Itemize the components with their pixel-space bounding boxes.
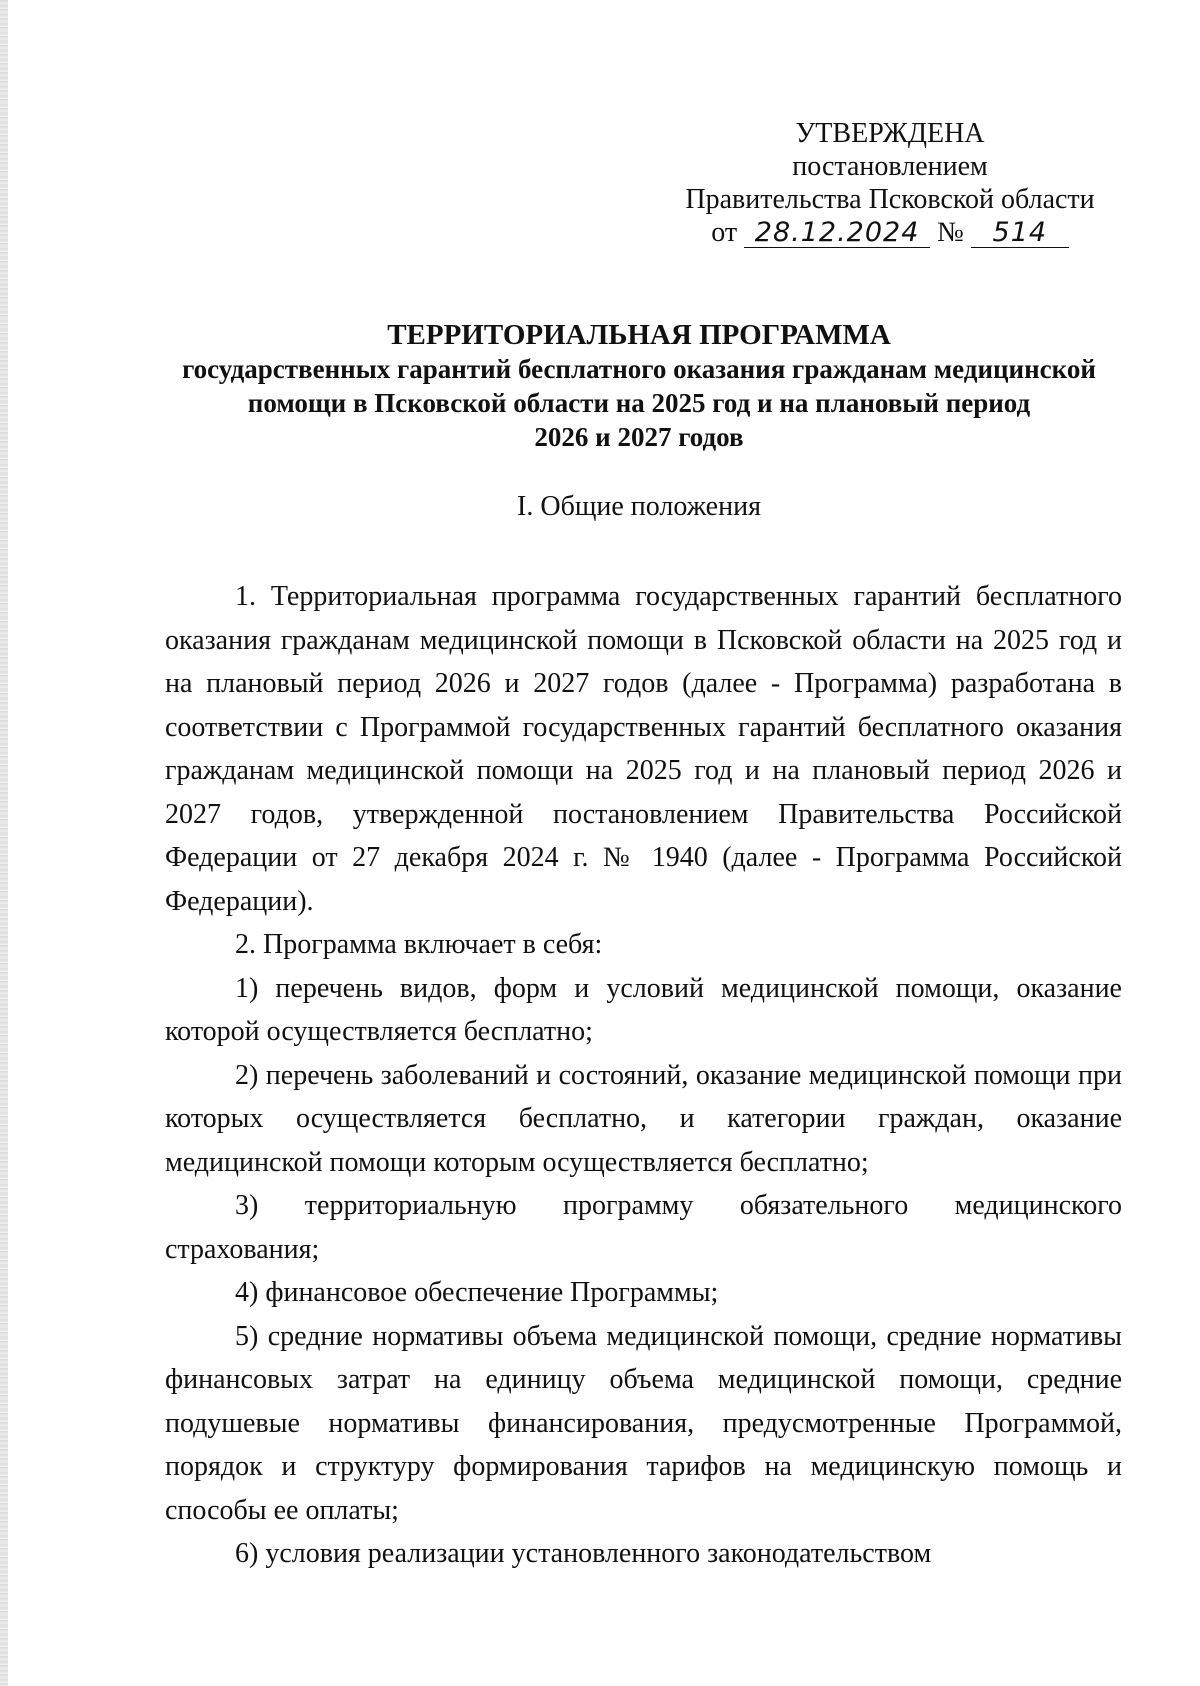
paragraph: 3) территориальную программу обязательного медицинского страхования; — [165, 1190, 1122, 1265]
document-title — [155, 318, 1123, 454]
approval-resolution-label: постановлением — [792, 151, 988, 182]
approval-title: УТВЕРЖДЕНА — [795, 118, 985, 149]
paragraph: 4) финансовое обеспечение Программы; — [235, 1277, 719, 1308]
paragraph: 5) средние нормативы объема медицинской помощи, средние нормативы финансовых затрат на единицу объема медицинской помощи, средние подушевые нормативы финансирования, предусмотренные Программой, порядок и структуру формирования тарифов на медицинскую помощь и способы ее оплаты; — [165, 1320, 1122, 1526]
document-body — [165, 575, 1122, 1576]
handwritten-number: 514 — [971, 219, 1069, 248]
section-heading: I. Общие положения — [517, 491, 761, 522]
title-main: ТЕРРИТОРИАЛЬНАЯ ПРОГРАММА — [387, 319, 891, 351]
paragraph: 1. Территориальная программа государственных гарантий бесплатного оказания гражданам медицинской помощи в Псковской области на 2025 год и на плановый период 2026 и 2027 годов (далее - Программа) разработана в соответствии с Программой государственных гарантий бесплатного оказания гражданам медицинской помощи на 2025 год и на плановый период 2026 и 2027 годов, утвержденной постановлением Правительства Российской Федерации от 27 декабря 2024 г. № 1940 (далее - Программа Российской Федерации). — [165, 581, 1122, 917]
handwritten-date: 28.12.2024 — [744, 219, 930, 248]
title-line-3: помощи в Псковской области на 2025 год и на плановый период — [247, 388, 1031, 418]
paragraph: 1) перечень видов, форм и условий медицинской помощи, оказание которой осуществляется бесплатно; — [165, 972, 1122, 1047]
paragraph: 6) условия реализации установленного законодательством — [235, 1538, 932, 1569]
number-sign: № — [937, 217, 964, 248]
paragraph: 2. Программа включает в себя: — [235, 929, 603, 960]
approval-government-label: Правительства Псковской области — [685, 184, 1095, 215]
paragraph: 2) перечень заболеваний и состояний, оказание медицинской помощи при которых осуществляется бесплатно, и категории граждан, оказание медицинской помощи которым осуществляется бесплатно; — [165, 1059, 1122, 1178]
date-prefix: от — [711, 217, 738, 248]
scan-edge — [0, 0, 8, 1686]
title-line-4: 2026 и 2027 годов — [534, 422, 744, 452]
title-line-2: государственных гарантий бесплатного оказания гражданам медицинской — [182, 354, 1096, 384]
approval-stamp-block — [660, 117, 1120, 249]
approval-date-line — [660, 216, 1120, 249]
